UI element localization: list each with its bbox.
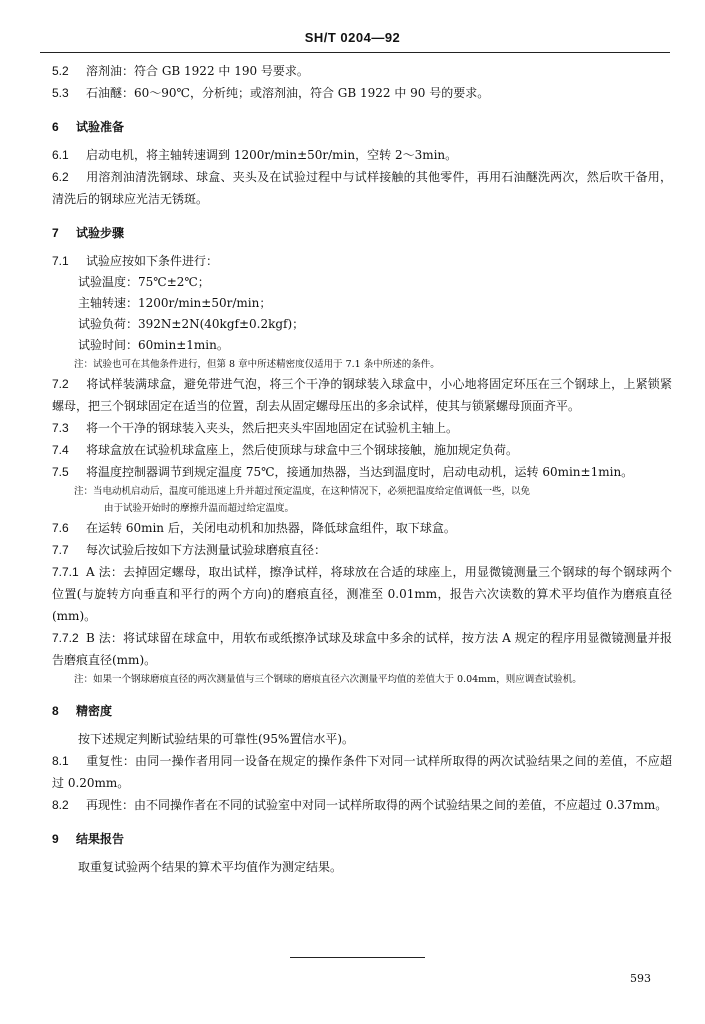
section-title: 试验准备 (76, 120, 125, 134)
section-number: 8 (52, 704, 59, 718)
clause-8-2 (52, 794, 672, 816)
clause-text: 在运转 60min 后，关闭电动机和加热器，降低球盒组件，取下球盒。 (86, 521, 456, 535)
clause-6-1 (52, 144, 672, 166)
clause-text: 将试样装满球盒，避免带进气泡，将三个干净的钢球装入球盒中，小心地将固定环压在三个钢球上，上紧锁紧螺母，把三个钢球固定在适当的位置，刮去从固定螺母压出的多余试样，使其与锁紧螺母顶面齐平。 (52, 377, 672, 413)
clause-number: 7.5 (52, 465, 69, 479)
note-precision-scope: 注：试验也可在其他条件进行，但第 8 章中所述精密度仅适用于 7.1 条中所述的条件。 (74, 359, 440, 370)
precision-intro: 按下述规定判断试验结果的可靠性(95%置信水平)。 (78, 732, 355, 746)
clause-text: 用溶剂油清洗钢球、球盒、夹头及在试验过程中与试样接触的其他零件，再用石油醚洗两次，然后吹干备用，清洗后的钢球应光洁无锈斑。 (52, 170, 672, 206)
clause-text: 石油醚：60～90℃，分析纯；或溶剂油，符合 GB 1922 中 90 号的要求。 (86, 86, 490, 100)
clause-7-5 (52, 461, 672, 483)
condition-load: 试验负荷：392N±2N(40kgf±0.2kgf)； (78, 317, 305, 331)
clause-number: 6.1 (52, 148, 69, 162)
clause-text: A 法：去掉固定螺母，取出试样，擦净试样，将球放在合适的球座上，用显微镜测量三个钢球的每个钢球两个位置(与旋转方向垂直和平行的两个方向)的磨痕直径，测准至 0.01mm，报告六次读数的算术平均值作为磨痕直径(mm)。 (52, 565, 672, 623)
clause-7-3 (52, 417, 672, 439)
section-title: 精密度 (76, 704, 113, 718)
standard-code-header: SH/T 0204—92 (304, 30, 401, 45)
clause-7-7 (52, 539, 672, 561)
clause-text: 启动电机，将主轴转速调到 1200r/min±50r/min，空转 2～3min。 (86, 148, 458, 162)
section-number: 7 (52, 226, 59, 240)
clause-text: 试验应按如下条件进行： (86, 254, 219, 268)
clause-7-1 (52, 250, 672, 272)
condition-duration: 试验时间：60min±1min。 (78, 338, 229, 352)
clause-number: 7.2 (52, 377, 69, 391)
clause-text: 重复性：由同一操作者用同一设备在规定的操作条件下对同一试样所取得的两次试验结果之间的差值，不应超过 0.20mm。 (52, 754, 672, 790)
section-9-heading (52, 828, 672, 850)
clause-7-4 (52, 439, 672, 461)
clause-text: 将温度控制器调节到规定温度 75℃，接通加热器，当达到温度时，启动电动机，运转 60min±1min。 (86, 465, 634, 479)
note-temperature-overshoot: 注：当电动机启动后，温度可能迅速上升并超过预定温度，在这种情况下，必须把温度给定值调低一些，以免 (74, 486, 531, 497)
clause-7-7-1 (52, 561, 672, 627)
clause-number: 7.1 (52, 254, 69, 268)
clause-6-2 (52, 166, 672, 210)
page-number: 593 (630, 972, 651, 985)
result-report-text: 取重复试验两个结果的算术平均值作为测定结果。 (78, 860, 343, 874)
clause-5-3 (52, 82, 672, 104)
clause-number: 7.3 (52, 421, 69, 435)
clause-5-2 (52, 60, 672, 82)
clause-number: 7.7 (52, 543, 69, 557)
section-8-heading (52, 700, 672, 722)
condition-temperature: 试验温度：75℃±2℃； (78, 275, 210, 289)
section-title: 结果报告 (76, 832, 125, 846)
clause-number: 7.7.2 (52, 631, 79, 645)
clause-number: 5.3 (52, 86, 69, 100)
condition-spindle-speed: 主轴转速：1200r/min±50r/min； (78, 296, 272, 310)
section-6-heading (52, 116, 672, 138)
clause-text: 再现性：由不同操作者在不同的试验室中对同一试样所取得的两个试验结果之间的差值，不应超过 0.37mm。 (86, 798, 668, 812)
clause-number: 7.7.1 (52, 565, 79, 579)
clause-number: 7.6 (52, 521, 69, 535)
section-number: 6 (52, 120, 59, 134)
clause-7-2 (52, 373, 672, 417)
clause-7-7-2 (52, 627, 672, 671)
clause-text: 将球盒放在试验机球盒座上，然后使顶球与球盒中三个钢球接触，施加规定负荷。 (86, 443, 519, 457)
clause-number: 5.2 (52, 64, 69, 78)
clause-8-1 (52, 750, 672, 794)
clause-number: 6.2 (52, 170, 69, 184)
clause-text: 将一个干净的钢球装入夹头，然后把夹头牢固地固定在试验机主轴上。 (86, 421, 459, 435)
document-body (52, 60, 672, 878)
header-rule (40, 52, 670, 53)
section-number: 9 (52, 832, 59, 846)
clause-text: B 法：将试球留在球盒中，用软布或纸擦净试球及球盒中多余的试样，按方法 A 规定的程序用显微镜测量并报告磨痕直径(mm)。 (52, 631, 672, 667)
note-temperature-overshoot-continued: 由于试验开始时的摩擦升温而超过给定温度。 (104, 503, 295, 514)
section-7-heading (52, 222, 672, 244)
clause-text: 每次试验后按如下方法测量试验球磨痕直径： (86, 543, 327, 557)
clause-number: 8.2 (52, 798, 69, 812)
section-title: 试验步骤 (76, 226, 125, 240)
clause-7-6 (52, 517, 672, 539)
clause-number: 8.1 (52, 754, 69, 768)
end-rule (290, 957, 425, 958)
clause-number: 7.4 (52, 443, 69, 457)
note-machine-check: 注：如果一个钢球磨痕直径的两次测量值与三个钢球的磨痕直径六次测量平均值的差值大于 0.04mm，则应调查试验机。 (74, 674, 582, 685)
clause-text: 溶剂油：符合 GB 1922 中 190 号要求。 (86, 64, 309, 78)
